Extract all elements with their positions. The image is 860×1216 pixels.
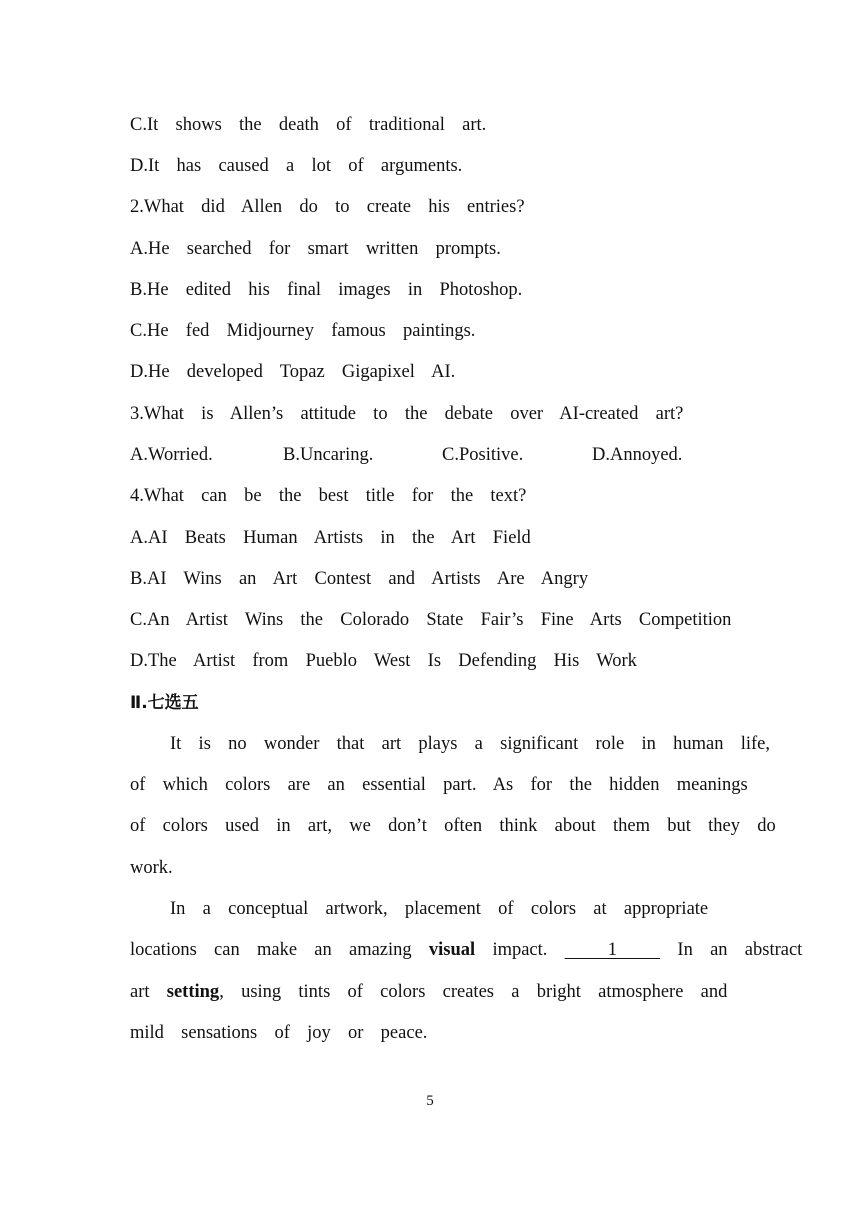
passage-p1-line3: of colors used in art, we don’t often think about them but they do xyxy=(130,816,776,836)
passage-p2-line3-pre: art xyxy=(130,982,167,1002)
passage-p2-line1: In a conceptual artwork, placement of colors at appropriate xyxy=(170,899,709,919)
q2-stem: 2.What did Allen do to create his entries? xyxy=(130,197,525,217)
q4-stem: 4.What can be the best title for the text? xyxy=(130,486,527,506)
q3-stem: 3.What is Allen’s attitude to the debate over AI-created art? xyxy=(130,404,684,424)
passage-p2-line2 xyxy=(130,938,802,962)
passage-p2-line4: mild sensations of joy or peace. xyxy=(130,1023,428,1043)
q3-option-d: D.Annoyed. xyxy=(592,445,683,465)
page-number: 5 xyxy=(426,1093,434,1109)
q4-option-a: A.AI Beats Human Artists in the Art Field xyxy=(130,528,531,548)
q4-option-b: B.AI Wins an Art Contest and Artists Are Angry xyxy=(130,569,589,589)
q3-option-b: B.Uncaring. xyxy=(283,445,374,465)
passage-p2-line2-mid: impact. xyxy=(475,940,565,960)
blank-1: 1 xyxy=(564,940,661,960)
q1-option-d: D.It has caused a lot of arguments. xyxy=(130,156,463,176)
passage-p1-line1: It is no wonder that art plays a significant role in human life, xyxy=(170,734,771,754)
passage-p2-line3-post: , using tints of colors creates a bright atmosphere and xyxy=(219,982,728,1002)
section-numeral: Ⅱ xyxy=(130,693,142,713)
passage-p1-line4: work. xyxy=(130,858,173,878)
passage-p2-line3 xyxy=(130,980,727,1004)
q4-option-d: D.The Artist from Pueblo West Is Defending His Work xyxy=(130,651,637,671)
passage-p2-line2-pre: locations can make an amazing xyxy=(130,940,429,960)
q2-option-c: C.He fed Midjourney famous paintings. xyxy=(130,321,476,341)
q2-option-d: D.He developed Topaz Gigapixel AI. xyxy=(130,362,456,382)
q3-option-a: A.Worried. xyxy=(130,445,213,465)
passage-p2-line2-post: In an abstract xyxy=(660,940,803,960)
q1-option-c: C.It shows the death of traditional art. xyxy=(130,115,487,135)
q2-option-b: B.He edited his final images in Photoshop. xyxy=(130,280,523,300)
q2-option-a: A.He searched for smart written prompts. xyxy=(130,239,501,259)
keyword-visual: visual xyxy=(428,940,476,960)
keyword-setting: setting xyxy=(166,982,220,1002)
section-heading xyxy=(130,691,199,715)
section-title: .七选五 xyxy=(141,693,199,713)
passage-p1-line2: of which colors are an essential part. As for the hidden meanings xyxy=(130,775,748,795)
q3-option-c: C.Positive. xyxy=(442,445,524,465)
q4-option-c: C.An Artist Wins the Colorado State Fair’s Fine Arts Competition xyxy=(130,610,732,630)
